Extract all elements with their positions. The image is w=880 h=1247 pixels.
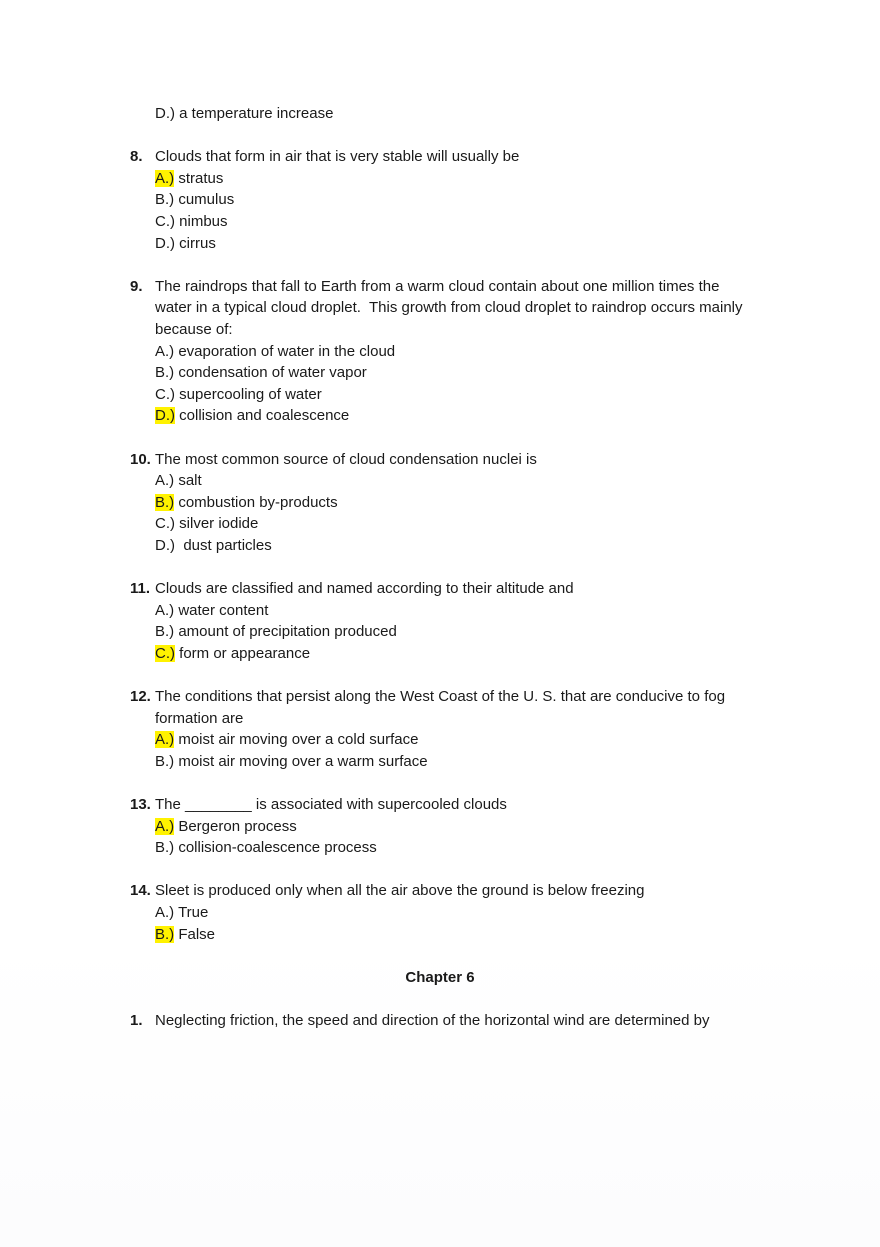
question-text: Clouds that form in air that is very stable will usually be [155, 148, 520, 166]
option-a: A.) water content [155, 601, 269, 619]
spacer [130, 427, 810, 449]
answer-highlight: B.) [155, 493, 175, 511]
question-text: Neglecting friction, the speed and direction of the horizontal wind are determined by [155, 1011, 710, 1029]
option-a: A.) True [155, 903, 209, 921]
question-text: Clouds are classified and named according to their altitude and [155, 580, 574, 598]
question-text: Sleet is produced only when all the air above the ground is below freezing [155, 882, 645, 900]
question-13 [130, 794, 810, 859]
quiz-content [130, 103, 810, 1032]
question-number: 1. [130, 1011, 143, 1029]
answer-highlight: B.) [155, 925, 175, 943]
option-d: D.) dust particles [155, 536, 272, 554]
option-c: C.) nimbus [155, 212, 228, 230]
question-number: 12. [130, 688, 151, 706]
option-b: B.) moist air moving over a warm surface [155, 752, 428, 770]
chapter6-question-1 [130, 1010, 810, 1032]
spacer [130, 664, 810, 686]
question-number: 14. [130, 882, 151, 900]
option-a: A.) salt [155, 472, 202, 490]
question-number: 13. [130, 796, 151, 813]
question-number: 11. [130, 580, 151, 598]
answer-highlight: D.) [155, 407, 175, 425]
spacer [130, 945, 810, 967]
option-b: B.) amount of precipitation produced [155, 623, 397, 641]
answer-highlight: A.) [155, 731, 175, 749]
spacer [130, 125, 810, 147]
question-14 [130, 880, 810, 945]
spacer [130, 556, 810, 578]
option-b: B.) condensation of water vapor [155, 364, 367, 382]
chapter-heading: Chapter 6 [405, 968, 475, 986]
option-b: B.) combustion by-products [155, 493, 338, 511]
question-text: The most common source of cloud condensation nuclei is [155, 450, 537, 468]
spacer [130, 988, 810, 1010]
question-text: The ________ is associated with supercooled clouds [155, 796, 507, 813]
question-8 [130, 146, 810, 254]
continuation-option: D.) a temperature increase [155, 105, 334, 122]
spacer [130, 859, 810, 881]
option-a: A.) evaporation of water in the cloud [155, 342, 396, 360]
question-text-line-1: The raindrops that fall to Earth from a warm cloud contain about one million times the [155, 277, 720, 295]
option-a: A.) stratus [155, 169, 224, 187]
option-b: B.) cumulus [155, 191, 235, 209]
spacer [130, 254, 810, 276]
question-number: 10. [130, 450, 151, 468]
option-c: C.) silver iodide [155, 515, 259, 533]
option-b: B.) False [155, 925, 216, 943]
option-c: C.) supercooling of water [155, 385, 322, 403]
question-9 [130, 276, 810, 427]
spacer [130, 772, 810, 794]
question-text-line-1: The conditions that persist along the West Coast of the U. S. that are conducive to fog [155, 688, 726, 706]
option-b: B.) collision-coalescence process [155, 839, 377, 857]
option-c: C.) form or appearance [155, 644, 311, 662]
answer-highlight: A.) [155, 169, 175, 187]
option-d: D.) cirrus [155, 234, 216, 252]
option-a: A.) moist air moving over a cold surface [155, 731, 419, 749]
question-text-line-3: because of: [155, 320, 233, 338]
question-text-line-2: formation are [155, 709, 244, 727]
option-d: D.) collision and coalescence [155, 407, 350, 425]
option-a: A.) Bergeron process [155, 817, 297, 835]
answer-highlight: C.) [155, 644, 175, 662]
question-number: 9. [130, 277, 143, 295]
question-10 [130, 449, 810, 557]
question-11 [130, 578, 810, 664]
answer-highlight: A.) [155, 817, 175, 835]
question-number: 8. [130, 148, 143, 166]
question-12 [130, 686, 810, 772]
question-text-line-2: water in a typical cloud droplet. This growth from cloud droplet to raindrop occurs mainly [155, 299, 743, 317]
